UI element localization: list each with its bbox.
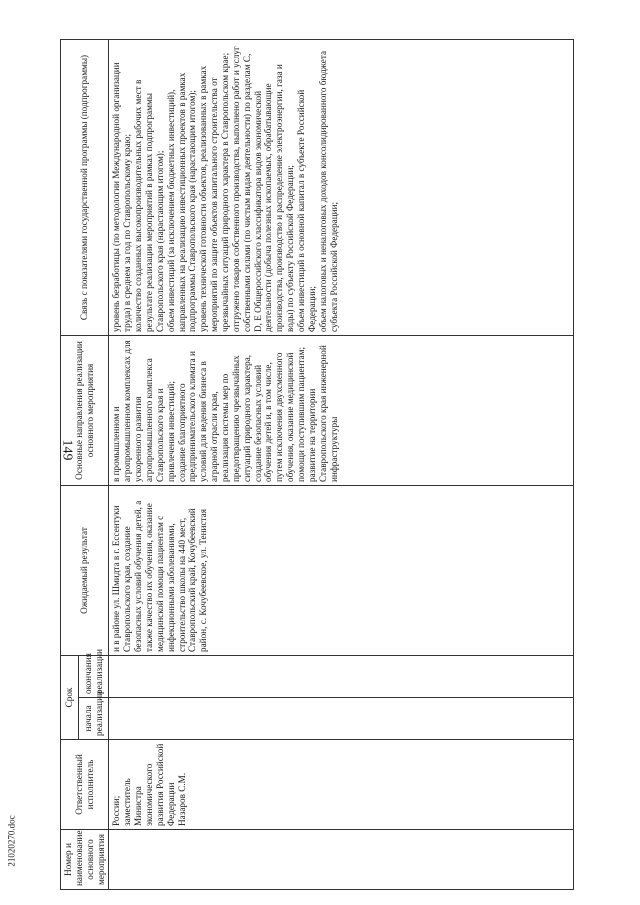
cell-number-name (109, 830, 574, 890)
cell-term-start (109, 698, 574, 740)
table-row (109, 40, 574, 890)
header-main-directions: Основные направления реализации основного мероприятия (61, 336, 109, 486)
header-term-end: окончания реализации (79, 656, 109, 698)
measures-table (60, 39, 574, 890)
header-term: Срок (61, 656, 79, 740)
header-number-name: Номер и наименование основного мероприятия (61, 830, 109, 890)
cell-responsible: России; заместитель Министра экономического развития Российской Федерации Назаров С.М. (109, 740, 574, 830)
header-term-start: начала реализации (79, 698, 109, 740)
rotated-page (60, 30, 620, 890)
header-expected-result: Ожидаемый результат (61, 486, 109, 656)
cell-connection: уровень безработицы (по методологии Международной организации труда) в среднем за год по Ставропольскому краю; количество созданных высокопроизводительных рабочих мест в результате реализации мероприятий в рамках подпрограммы Ставропольского края (нарастающим итогом); объем инвестиций (за исключением бюджетных инвестиций), направленных на реализацию инвестиционных проектов в рамках подпрограммы Ставропольского края (нарастающим итогом); уровень технической готовности объектов, реализованных в рамках мероприятий по защите объектов капитального строительства от чрезвычайных ситуаций природного характера в Ставропольском крае; отгружено товаров собственного производства, выполнено работ и услуг собственными силами (по чистым видам деятельности) по разделам С, D, Е Общероссийского классификатора видов экономической деятельности (добыча полезных ископаемых, обрабатывающие производства, производство и распределение электроэнергии, газа и воды) по субъекту Российской Федерации; объем инвестиций в основной капитал в субъекте Российской Федерации; объем налоговых и неналоговых доходов консолидированного бюджета субъекта Российской Федерации; (109, 40, 574, 336)
header-connection: Связь с показателями государственной программы (подпрограммы) (61, 40, 109, 336)
rotated-content (60, 30, 620, 890)
cell-expected-result: и в районе ул. Шмидта в г. Ессентуки Ставропольского края, создание безопасных условий обучения детей, а также качество их обучения, оказание медицинской помощи пациентам с инфекционными заболеваниями, строительство школы на 440 мест, Ставропольский край, Кочубеевский район, с. Кочубеевское, ул. Тенистая (109, 486, 574, 656)
header-row (61, 40, 79, 890)
cell-main-directions: в промышленном и агропромышленном комплексах для ускоренного развития агропромышленного комплекса Ставропольского края и привлечения инвестиций; создание благоприятного предпринимательского климата и условий для ведения бизнеса в аграрной отрасли края, реализация системы мер по предотвращению чрезвычайных ситуаций природного характера, создание безопасных условий обучения детей и, в том числе, путем исключения двухсменного обучения, оказание медицинской помощи поступившим пациентам; развитие на территории Ставропольского края инженерной инфраструктуры (109, 336, 574, 486)
file-label: 21020270.doc (6, 815, 17, 867)
page-number: 149 (59, 439, 75, 461)
header-responsible: Ответственный исполнитель (61, 740, 109, 830)
cell-term-end (109, 656, 574, 698)
